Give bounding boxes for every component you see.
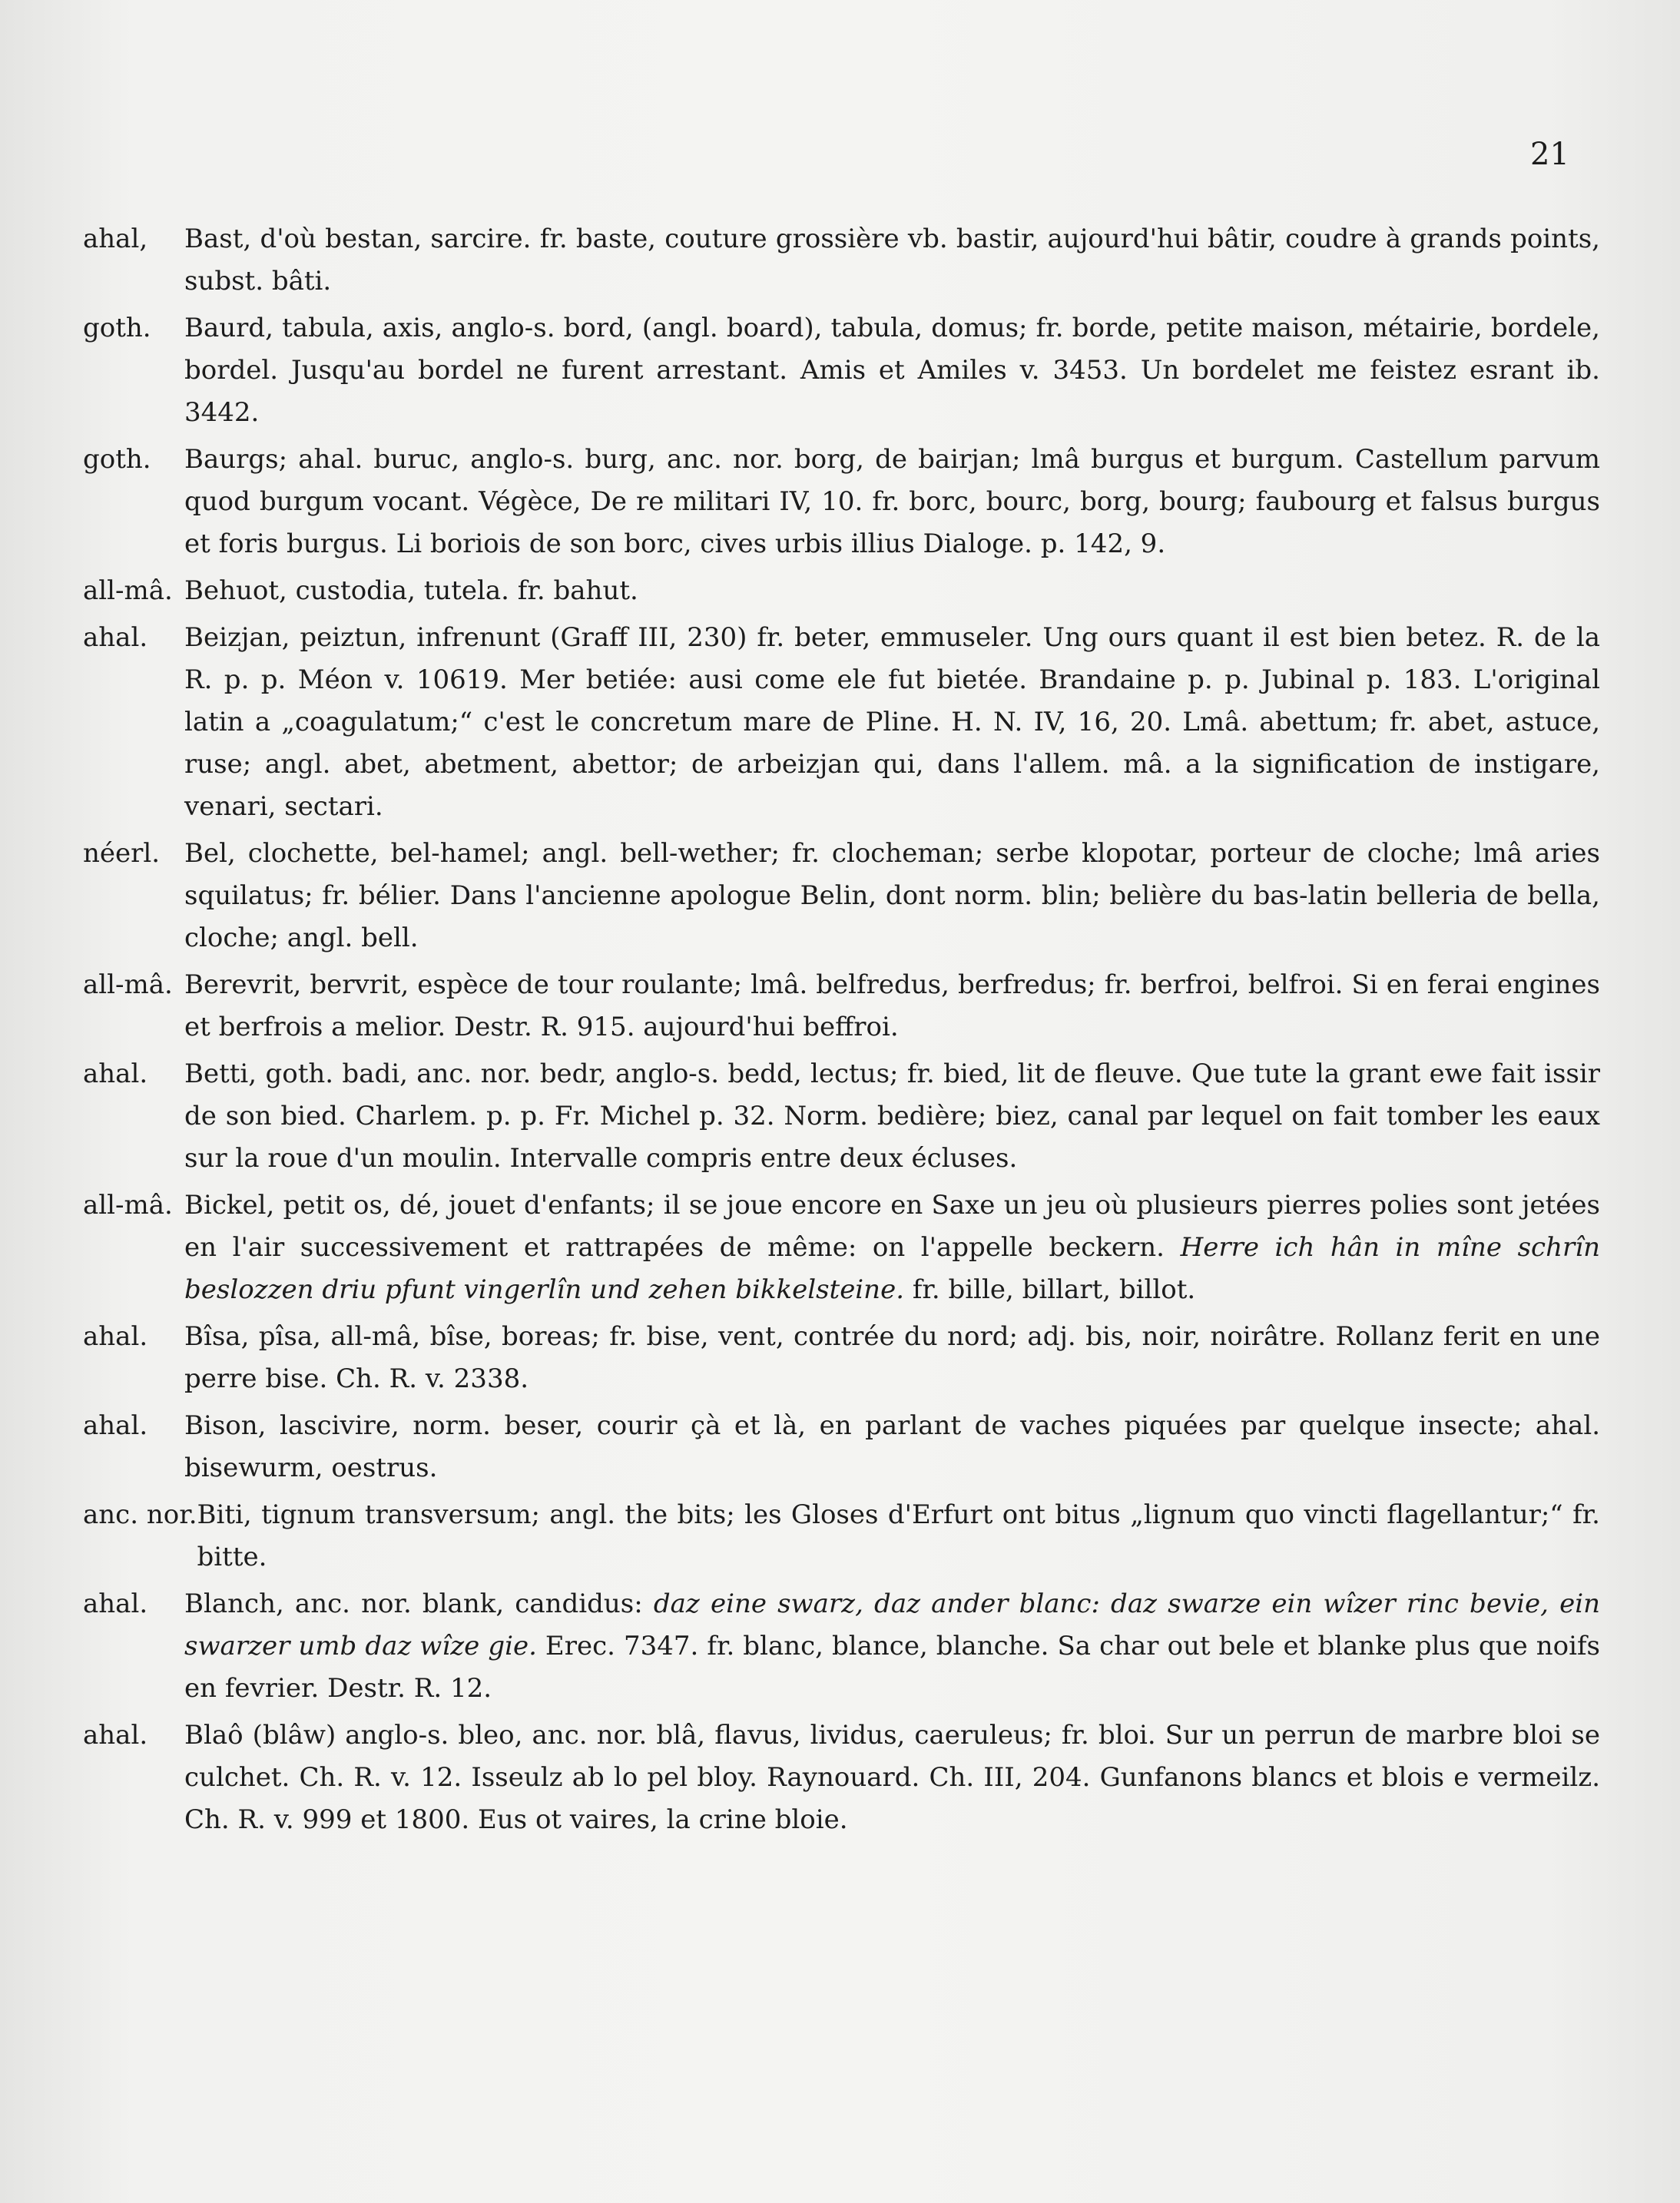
- glossary-entry: [83, 964, 1600, 1048]
- entry-definition: [184, 1714, 1600, 1841]
- glossary-entry: [83, 1714, 1600, 1841]
- glossary-entry: [83, 1053, 1600, 1180]
- glossary-entry: [83, 307, 1600, 434]
- glossary-entry: [83, 617, 1600, 828]
- entry-language: néerl.: [83, 838, 161, 869]
- entry-language: goth.: [83, 313, 151, 343]
- entry-definition: [184, 1316, 1600, 1400]
- entry-language: ahal.: [83, 622, 148, 653]
- entry-text-continued: fr. bille, billart, billot.: [904, 1274, 1196, 1305]
- entry-text: Blanch, anc. nor. blank, candidus:: [184, 1588, 643, 1619]
- glossary-entry: [83, 439, 1600, 565]
- entry-language: ahal,: [83, 224, 148, 254]
- entry-text: Berevrit, bervrit, espèce de tour roulante; lmâ. belfredus, berfredus; fr. berfroi, belfroi. Si en ferai engines et berfrois a melior. Destr. R. 915. aujourd'hui beffroi.: [184, 969, 1600, 1042]
- entry-definition: [184, 1184, 1600, 1311]
- entry-definition: [184, 833, 1600, 959]
- page-number: 21: [1530, 137, 1569, 172]
- glossary-entries: [83, 218, 1600, 1846]
- entry-text: Biti, tignum transversum; angl. the bits; les Gloses d'Erfurt ont bitus „lignum quo vincti flagellantur;“ fr. bitte.: [197, 1499, 1600, 1572]
- entry-definition: [197, 1494, 1600, 1579]
- entry-text: Behuot, custodia, tutela. fr. bahut.: [184, 575, 638, 606]
- entry-definition: [184, 439, 1600, 565]
- entry-quotation: Herre ich hân in mîne schrîn beslozzen driu pfunt vingerlîn und zehen bikkelsteine.: [184, 1232, 1600, 1305]
- entry-language: ahal.: [83, 1720, 148, 1751]
- entry-language: anc. nor.: [83, 1499, 197, 1530]
- entry-text: Bison, lascivire, norm. beser, courir çà et là, en parlant de vaches piquées par quelque insecte; ahal. bisewurm, oestrus.: [184, 1410, 1600, 1483]
- entry-text: Bickel, petit os, dé, jouet d'enfants; il se joue encore en Saxe un jeu où plusieurs pierres polies sont jetées en l'air successivement et rattrapées de même: on l'appelle beckern.: [184, 1190, 1600, 1263]
- entry-language: ahal.: [83, 1410, 148, 1441]
- entry-text: Bîsa, pîsa, all-mâ, bîse, boreas; fr. bise, vent, contrée du nord; adj. bis, noir, noirâtre. Rollanz ferit en une perre bise. Ch. R. v. 2338.: [184, 1321, 1600, 1394]
- glossary-entry: [83, 1316, 1600, 1400]
- entry-text: Bel, clochette, bel-hamel; angl. bell-wether; fr. clocheman; serbe klopotar, porteur de cloche; lmâ aries squilatus; fr. bélier. Dans l'ancienne apologue Belin, dont norm. blin; belière du bas-latin belleria de bella, cloche; angl. bell.: [184, 838, 1600, 953]
- entry-definition: [184, 1405, 1600, 1489]
- entry-language: all-mâ.: [83, 1190, 173, 1221]
- entry-text: Beizjan, peiztun, infrenunt (Graff III, 230) fr. beter, emmuseler. Ung ours quant il est bien betez. R. de la R. p. p. Méon v. 10619. Mer betiée: ausi come ele fut bietée. Brandaine p. p. Jubinal p. 183. L'original latin a „coagulatum;“ c'est le concretum mare de Pline. H. N. IV, 16, 20. Lmâ. abettum; fr. abet, astuce, ruse; angl. abet, abetment, abettor; de arbeizjan qui, dans l'allem. mâ. a la signification de instigare, venari, sectari.: [184, 622, 1600, 822]
- glossary-entry: [83, 1494, 1600, 1579]
- entry-definition: [184, 570, 1600, 612]
- entry-text: Blaô (blâw) anglo-s. bleo, anc. nor. blâ, flavus, lividus, caeruleus; fr. bloi. Sur un perrun de marbre bloi se culchet. Ch. R. v. 12. Isseulz ab lo pel bloy. Raynouard. Ch. III, 204. Gunfanons blancs et blois e vermeilz. Ch. R. v. 999 et 1800. Eus ot vaires, la crine bloie.: [184, 1720, 1600, 1835]
- glossary-entry: [83, 1583, 1600, 1710]
- glossary-entry: [83, 218, 1600, 303]
- entry-definition: [184, 617, 1600, 828]
- entry-language: ahal.: [83, 1588, 148, 1619]
- entry-language: all-mâ.: [83, 575, 173, 606]
- entry-definition: [184, 1053, 1600, 1180]
- entry-language: goth.: [83, 444, 151, 475]
- entry-definition: [184, 307, 1600, 434]
- entry-quotation: daz eine swarz, daz ander blanc: daz swarze ein wîzer rinc bevie, ein swarzer umb daz wîze gie.: [184, 1588, 1600, 1661]
- entry-text-continued: Erec. 7347. fr. blanc, blance, blanche. Sa char out bele et blanke plus que noifs en fevrier. Destr. R. 12.: [184, 1631, 1600, 1704]
- entry-text: Bast, d'où bestan, sarcire. fr. baste, couture grossière vb. bastir, aujourd'hui bâtir, coudre à grands points, subst. bâti.: [184, 224, 1600, 296]
- entry-definition: [184, 1583, 1600, 1710]
- entry-language: all-mâ.: [83, 969, 173, 1000]
- entry-text: Betti, goth. badi, anc. nor. bedr, anglo-s. bedd, lectus; fr. bied, lit de fleuve. Que tute la grant ewe fait issir de son bied. Charlem. p. p. Fr. Michel p. 32. Norm. bedière; biez, canal par lequel on fait tomber les eaux sur la roue d'un moulin. Intervalle compris entre deux écluses.: [184, 1058, 1600, 1174]
- entry-definition: [184, 218, 1600, 303]
- entry-text: Baurd, tabula, axis, anglo-s. bord, (angl. board), tabula, domus; fr. borde, petite maison, métairie, bordele, bordel. Jusqu'au bordel ne furent arrestant. Amis et Amiles v. 3453. Un bordelet me feistez esrant ib. 3442.: [184, 313, 1600, 428]
- glossary-entry: [83, 570, 1600, 612]
- glossary-entry: [83, 833, 1600, 959]
- glossary-entry: [83, 1405, 1600, 1489]
- glossary-entry: [83, 1184, 1600, 1311]
- entry-definition: [184, 964, 1600, 1048]
- entry-text: Baurgs; ahal. buruc, anglo-s. burg, anc. nor. borg, de bairjan; lmâ burgus et burgum. Castellum parvum quod burgum vocant. Végèce, De re militari IV, 10. fr. borc, bourc, borg, bourg; faubourg et falsus burgus et foris burgus. Li boriois de son borc, cives urbis illius Dialoge. p. 142, 9.: [184, 444, 1600, 559]
- entry-language: ahal.: [83, 1321, 148, 1352]
- entry-language: ahal.: [83, 1058, 148, 1089]
